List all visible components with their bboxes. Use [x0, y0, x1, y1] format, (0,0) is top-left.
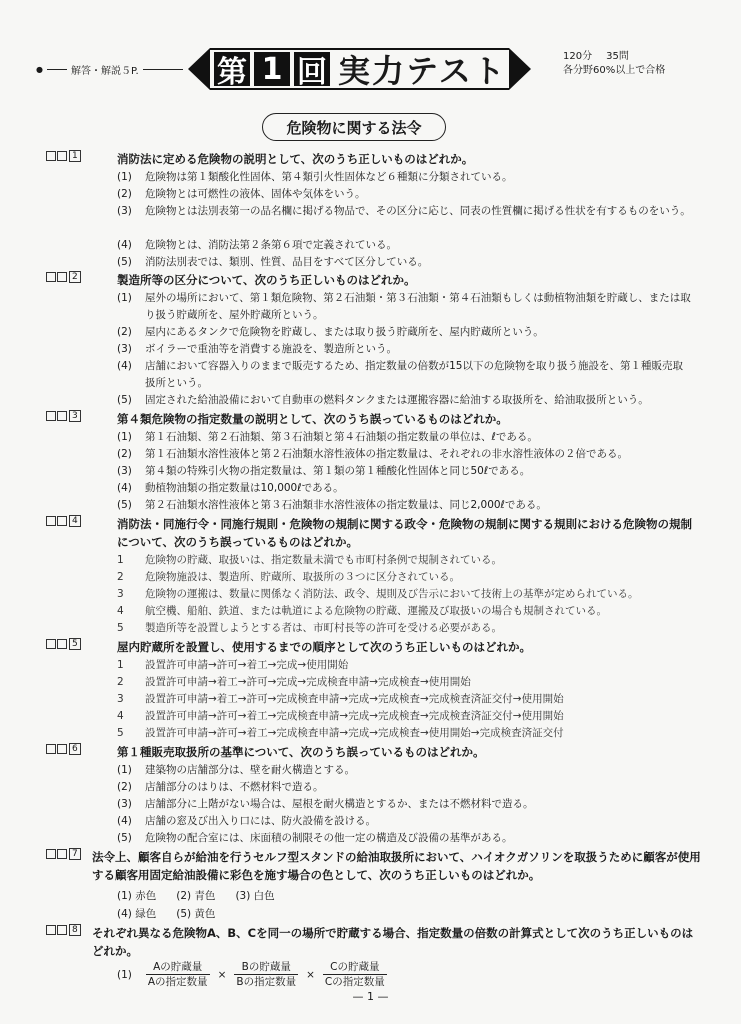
checkbox[interactable]: [57, 925, 67, 935]
test-title: 第 1 回 実力テスト: [188, 48, 531, 90]
option: 2 設置許可申請→着工→許可→完成→完成検査申請→完成検査→使用開始: [117, 676, 471, 688]
option-row: (4) 緑色 (5) 黄色: [117, 908, 216, 920]
option: (1) 建築物の店舗部分は、壁を耐火構造とする。: [117, 764, 355, 776]
option: (4) 動植物油類の指定数量は10,000ℓである。: [117, 482, 344, 494]
option: 5 設置許可申請→許可→着工→完成検査申請→完成→完成検査→使用開始→完成検査済証交付: [117, 727, 564, 739]
option: (4) 店舗において容器入りのままで販売するため、指定数量の倍数が15以下の危険物を取り扱う施設を、第１種販売取扱所という。: [117, 360, 683, 389]
answer-reference: ● 解答・解説５P.: [36, 62, 183, 77]
option: (4) 危険物とは、消防法第２条第６項で定義されている。: [117, 239, 397, 251]
checkbox[interactable]: [46, 744, 56, 754]
checkbox[interactable]: [46, 272, 56, 282]
checkbox[interactable]: [46, 849, 56, 859]
option-row: (1) 赤色 (2) 青色 (3) 白色: [117, 890, 275, 902]
option: (1) 危険物は第１類酸化性固体、第４類引火性固体など６種類に分類されている。: [117, 171, 513, 183]
option: (5) 固定された給油設備において自動車の燃料タンクまたは運搬容器に給油する取扱所を、給油取扱所という。: [117, 394, 649, 406]
checkbox[interactable]: [57, 151, 67, 161]
option: (2) 屋内にあるタンクで危険物を貯蔵し、または取り扱う貯蔵所を、屋内貯蔵所という。: [117, 326, 544, 338]
question-stem: 消防法に定める危険物の説明として、次のうち正しいものはどれか。: [117, 152, 474, 166]
option: 1 危険物の貯蔵、取扱いは、指定数量未満でも市町村条例で規制されている。: [117, 554, 502, 566]
page-header: [0, 38, 741, 98]
option: (1) 屋外の場所において、第１類危険物、第２石油類・第３石油類・第４石油類もしくは動植物油類を貯蔵し、または取り扱う貯蔵所を、屋外貯蔵所という。: [117, 292, 691, 321]
option: (2) 店舗部分のはりは、不燃材料で造る。: [117, 781, 324, 793]
option: 1 設置許可申請→許可→着工→完成→使用開始: [117, 659, 349, 671]
checkbox[interactable]: [57, 272, 67, 282]
option: (3) 危険物とは法別表第一の品名欄に掲げる物品で、その区分に応じ、同表の性質欄に掲げる性状を有するものをいう。: [117, 205, 691, 217]
checkbox[interactable]: [57, 516, 67, 526]
fraction: $\frac{\text{Bの貯蔵量}}{\text{Bの指定数量}}$: [236, 961, 297, 988]
checkbox[interactable]: [46, 925, 56, 935]
page-number: — 1 —: [352, 990, 389, 1003]
option: 5 製造所等を設置しようとする者は、市町村長等の許可を受ける必要がある。: [117, 622, 502, 634]
title-main: 実力テスト: [338, 52, 507, 90]
checkbox[interactable]: [57, 639, 67, 649]
option: (4) 店舗の窓及び出入り口には、防火設備を設ける。: [117, 815, 376, 827]
option: (5) 危険物の配合室には、床面積の制限その他一定の構造及び設備の基準がある。: [117, 832, 513, 844]
question-stem: 第１種販売取扱所の基準について、次のうち誤っているものはどれか。: [117, 745, 485, 759]
section-title: 危険物に関する法令: [262, 113, 446, 141]
option: (1) 第１石油類、第２石油類、第３石油類と第４石油類の指定数量の単位は、ℓである。: [117, 431, 538, 443]
checkbox[interactable]: [57, 849, 67, 859]
fraction: $\frac{\text{Cの貯蔵量}}{\text{Cの指定数量}}$: [324, 961, 385, 988]
arrow-left-icon: [188, 48, 210, 90]
test-meta: 120分 35問 各分野60%以上で合格: [563, 51, 666, 76]
formula: (1) $\frac{\text{Aの貯蔵量}}{\text{Aの指定数量}}$ × $\frac{\text{Bの貯蔵量}}{\text{Bの指定数量}}$ × $\frac{\text{Cの貯蔵量}}{\text{Cの指定数量}}$: [117, 961, 385, 988]
checkbox[interactable]: [46, 516, 56, 526]
checkbox[interactable]: [57, 744, 67, 754]
option: (5) 第２石油類水溶性液体と第３石油類非水溶性液体の指定数量は、同じ2,000ℓである。: [117, 499, 547, 511]
checkbox[interactable]: [46, 411, 56, 421]
fraction: $\frac{\text{Aの貯蔵量}}{\text{Aの指定数量}}$: [147, 961, 208, 988]
option: 4 航空機、船舶、鉄道、または軌道による危険物の貯蔵、運搬及び取扱いの場合も規制されている。: [117, 605, 607, 617]
question-stem: 第４類危険物の指定数量の説明として、次のうち誤っているものはどれか。: [117, 412, 508, 426]
question-stem: 屋内貯蔵所を設置し、使用するまでの順序として次のうち正しいものはどれか。: [117, 640, 531, 654]
option: 2 危険物施設は、製造所、貯蔵所、取扱所の３つに区分されている。: [117, 571, 460, 583]
option: 4 設置許可申請→許可→着工→完成検査申請→完成→完成検査→完成検査済証交付→使用開始: [117, 710, 564, 722]
question-stem: それぞれ異なる危険物A、B、Cを同一の場所で貯蔵する場合、指定数量の倍数の計算式として次のうち正しいものはどれか。: [92, 926, 694, 958]
option: 3 危険物の運搬は、数量に関係なく消防法、政令、規則及び告示において技術上の基準が定められている。: [117, 588, 639, 600]
option: (2) 危険物とは可燃性の液体、固体や気体をいう。: [117, 188, 366, 200]
option: (3) 第４類の特殊引火物の指定数量は、第１類の第１種酸化性固体と同じ50ℓである。: [117, 465, 531, 477]
checkbox[interactable]: [57, 411, 67, 421]
option: (2) 第１石油類水溶性液体と第２石油類水溶性液体の指定数量は、それぞれの非水溶性液体の２倍である。: [117, 448, 628, 460]
question-stem: 法令上、顧客自らが給油を行うセルフ型スタンドの給油取扱所において、ハイオクガソリンを取扱うために顧客が使用する顧客用固定給油設備に彩色を施す場合の色として、次のうち正しいものはどれか。: [92, 850, 701, 882]
option: (3) ボイラーで重油等を消費する施設を、製造所という。: [117, 343, 397, 355]
question-stem: 消防法・同施行令・同施行規則・危険物の規制に関する政令・危険物の規制に関する規則における危険物の規制について、次のうち誤っているものはどれか。: [117, 517, 692, 549]
option: (5) 消防法別表では、類別、性質、品目をすべて区分している。: [117, 256, 429, 268]
option: (3) 店舗部分に上階がない場合は、屋根を耐火構造とするか、または不燃材料で造る。: [117, 798, 534, 810]
checkbox[interactable]: [46, 151, 56, 161]
checkbox[interactable]: [46, 639, 56, 649]
option: 3 設置許可申請→着工→許可→完成検査申請→完成→完成検査→完成検査済証交付→使用開始: [117, 693, 564, 705]
question-stem: 製造所等の区分について、次のうち正しいものはどれか。: [117, 273, 416, 287]
arrow-right-icon: [509, 48, 531, 90]
